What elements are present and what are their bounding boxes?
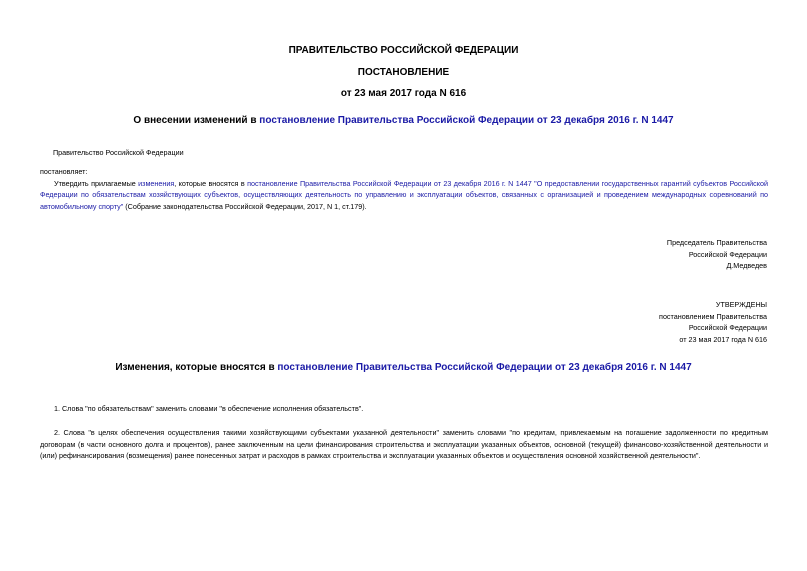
decree-body [40, 166, 768, 212]
changes-title-prefix: Изменения, которые вносятся в [115, 362, 278, 373]
signature-block [667, 237, 767, 272]
government-label: Правительство Российской Федерации [53, 148, 184, 157]
change-item-1: 1. Слова "по обязательствам" заменить словами "в обеспечение исполнения обязательств". [54, 404, 364, 413]
signature-line-1: Председатель Правительства [666, 238, 767, 247]
decree-paragraph [40, 178, 768, 213]
decree-reference-link[interactable]: постановление Правительства Российской Федерации от 23 декабря 2016 г. N 1447 "О предоставлении государственных гарантий субъектов Российской Федерации по обязательствам хозяйствующих субъектов, осуществляющих деятельность по управлению и эксплуатации объектов, связанных с организацией и проведением международных соревнований по автомобильному спорту" [40, 178, 768, 211]
paragraph-text-mid: , которые вносятся в [174, 178, 248, 188]
changes-title-link[interactable]: постановление Правительства Российской Федерации от 23 декабря 2016 г. N 1447 [277, 362, 692, 373]
decree-title [0, 115, 807, 126]
changes-title [0, 362, 807, 373]
doc-type-heading: ПОСТАНОВЛЕНИЕ [357, 67, 450, 78]
signature-line-2: Российской Федерации [688, 249, 767, 259]
paragraph-text-start: Утвердить прилагаемые [54, 178, 139, 188]
approved-block [659, 299, 767, 345]
decree-title-prefix: О внесении изменений в [133, 115, 260, 126]
decree-title-link[interactable]: постановление Правительства Российской Федерации от 23 декабря 2016 г. N 1447 [259, 115, 674, 126]
changes-link[interactable]: изменения [138, 178, 175, 188]
date-number-heading: от 23 мая 2017 года N 616 [340, 88, 467, 99]
government-heading: ПРАВИТЕЛЬСТВО РОССИЙСКОЙ ФЕДЕРАЦИИ [288, 45, 519, 56]
paragraph-text-end: (Собрание законодательства Российской Федерации, 2017, N 1, ст.179). [123, 201, 367, 211]
approved-line-4: от 23 мая 2017 года N 616 [679, 334, 767, 344]
approved-line-3: Российской Федерации [688, 323, 767, 332]
change-item-2: 2. Слова "в целях обеспечения осуществления такими хозяйствующими субъектами указанной деятельности" заменить словами "по кредитам, привлекаемым на погашение задолженности по кредитным договорам (в части основного долга и процентов), ранее заключенным на цели финансирования строительства и эксплуатации указанных объектов, основной (текущей) финансово-хозяйственной деятельности и (или) рефинансирования (возмещения) ранее понесенных затрат и расходов в рамках строительства и эксплуатации указанных объектов и осуществления основной хозяйственной деятельности". [40, 428, 768, 460]
approved-line-1: УТВЕРЖДЕНЫ [715, 300, 767, 309]
resolves-label: постановляет: [40, 167, 88, 176]
approved-line-2: постановлением Правительства [659, 311, 767, 321]
signature-line-3: Д.Медведев [726, 261, 767, 270]
